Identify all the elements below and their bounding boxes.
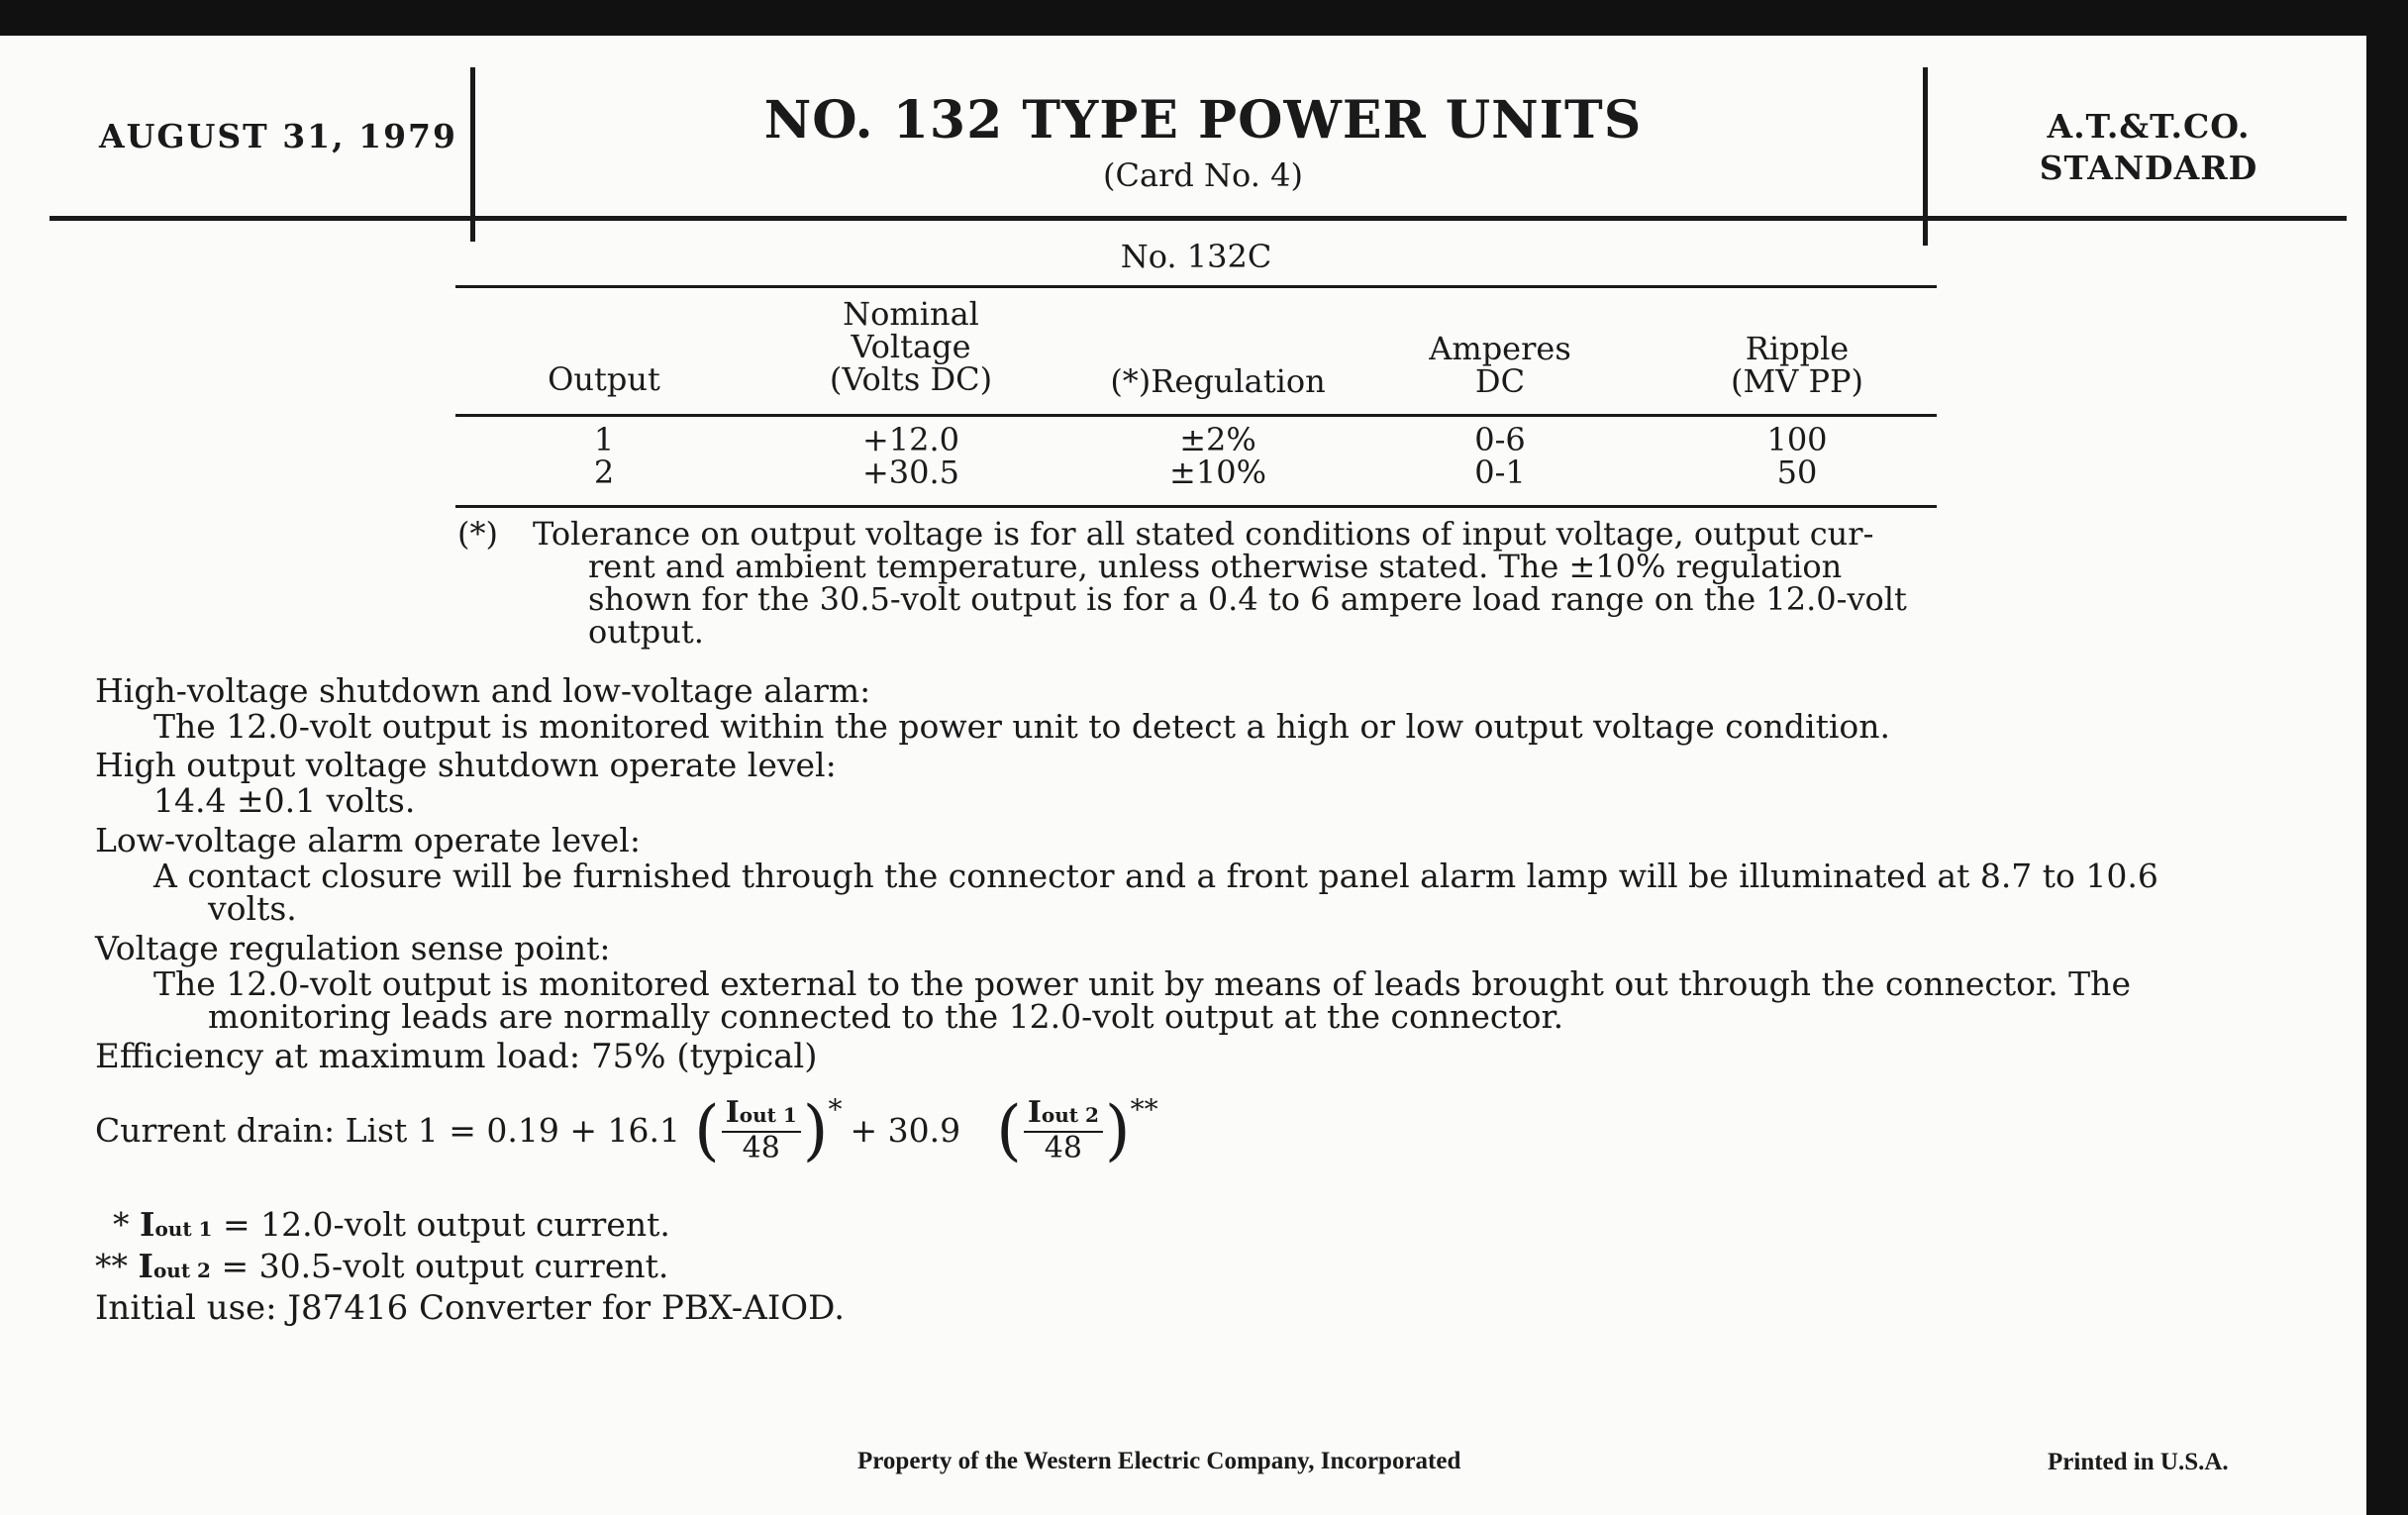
cell-output: 1 bbox=[593, 421, 615, 458]
lva-label: Low-voltage alarm operate level: bbox=[95, 821, 641, 859]
lva-text-line-1: A contact closure will be furnished through the connector and a front panel alarm lamp will be illuminated at 8.7 to 10.6 bbox=[153, 857, 2158, 895]
col-header-amperes-1: Amperes bbox=[1429, 330, 1571, 367]
current-drain-term2: + 30.9 bbox=[850, 1111, 961, 1150]
table-top-rule bbox=[455, 285, 1937, 288]
vrs-text-line-1: The 12.0-volt output is monitored external to the power unit by means of leads brought out through the connector. The bbox=[153, 964, 2131, 1003]
vrs-label: Voltage regulation sense point: bbox=[95, 929, 611, 967]
note2-text: = 30.5-volt output current. bbox=[221, 1247, 669, 1285]
note2-subscript: out 2 bbox=[152, 1259, 211, 1282]
document-card bbox=[0, 36, 2366, 1515]
issue-date: AUGUST 31, 1979 bbox=[99, 117, 457, 155]
footnote-mark: (*) bbox=[457, 515, 498, 553]
cell-ripple: 100 bbox=[1766, 421, 1828, 458]
cell-amperes: 0-6 bbox=[1474, 421, 1526, 458]
note2-mark: ** bbox=[95, 1247, 128, 1285]
header-rule bbox=[50, 216, 2347, 221]
note1-symbol: I bbox=[140, 1205, 155, 1244]
fraction-2 bbox=[1024, 1097, 1103, 1164]
table-header-rule bbox=[455, 414, 1937, 417]
footer-property: Property of the Western Electric Company, Incorporated bbox=[857, 1448, 1461, 1474]
fraction-1 bbox=[722, 1097, 801, 1164]
frac1-denominator: 48 bbox=[742, 1131, 780, 1165]
hov-shutdown-label: High output voltage shutdown operate level: bbox=[95, 746, 837, 784]
page-title: NO. 132 TYPE POWER UNITS bbox=[763, 90, 1643, 151]
col-header-ripple-2: (MV PP) bbox=[1730, 362, 1864, 400]
footer-printed: Printed in U.S.A. bbox=[2048, 1449, 2229, 1475]
col-header-voltage-1: Nominal bbox=[843, 295, 979, 333]
footnote-line-2: rent and ambient temperature, unless otherwise stated. The ±10% regulation bbox=[588, 548, 1843, 585]
col-header-regulation: (*)Regulation bbox=[1110, 362, 1326, 400]
hv-shutdown-label: High-voltage shutdown and low-voltage alarm: bbox=[95, 671, 871, 710]
lva-text-line-2: volts. bbox=[208, 889, 297, 928]
efficiency: Efficiency at maximum load: 75% (typical) bbox=[95, 1037, 818, 1076]
current-drain-formula: Current drain: List 1 = 0.19 + 16.1 ( $\frac{\text{Iout 1}}{48}$ ) * + 30.9 ( $\frac{\text{Iout 2}}{48}$ ) ** bbox=[95, 1092, 1158, 1168]
col-header-amperes-2: DC bbox=[1474, 362, 1526, 400]
table-bottom-rule bbox=[455, 505, 1937, 508]
frac2-subscript: out 2 bbox=[1041, 1103, 1099, 1127]
frac2-numerator: I bbox=[1027, 1095, 1042, 1130]
cell-output: 2 bbox=[593, 454, 615, 491]
cell-voltage: +30.5 bbox=[861, 454, 960, 491]
hov-shutdown-text: 14.4 ±0.1 volts. bbox=[153, 781, 416, 820]
drain-note-1 bbox=[113, 1205, 670, 1246]
col-header-output: Output bbox=[548, 360, 660, 398]
note2-symbol: I bbox=[138, 1247, 153, 1285]
note1-text: = 12.0-volt output current. bbox=[222, 1205, 670, 1244]
current-drain-prefix: Current drain: List 1 = 0.19 + 16.1 bbox=[95, 1111, 680, 1150]
company-line-2: STANDARD bbox=[2039, 149, 2258, 187]
cell-amperes: 0-1 bbox=[1474, 454, 1526, 491]
cell-regulation: ±10% bbox=[1169, 454, 1266, 491]
cell-ripple: 50 bbox=[1776, 454, 1818, 491]
company-line-1: A.T.&T.CO. bbox=[2047, 107, 2251, 146]
page-subtitle: (Card No. 4) bbox=[1103, 156, 1303, 194]
star-marker-2: ** bbox=[1130, 1093, 1158, 1126]
footnote-line-3: shown for the 30.5-volt output is for a 0.4 to 6 ampere load range on the 12.0-volt bbox=[588, 580, 1907, 618]
star-marker-1: * bbox=[828, 1093, 843, 1126]
cell-regulation: ±2% bbox=[1179, 421, 1256, 458]
col-header-voltage-3: (Volts DC) bbox=[829, 360, 993, 398]
footnote-line-4: output. bbox=[588, 613, 704, 651]
frac2-denominator: 48 bbox=[1044, 1131, 1082, 1165]
vrs-text-line-2: monitoring leads are normally connected to the 12.0-volt output at the connector. bbox=[208, 997, 1564, 1036]
model-caption: No. 132C bbox=[1120, 238, 1272, 275]
col-header-ripple-1: Ripple bbox=[1745, 330, 1850, 367]
frac1-numerator: I bbox=[725, 1095, 740, 1130]
hv-shutdown-text: The 12.0-volt output is monitored within the power unit to detect a high or low output voltage condition. bbox=[153, 707, 1891, 746]
note1-mark: * bbox=[113, 1205, 130, 1244]
cell-voltage: +12.0 bbox=[861, 421, 960, 458]
col-header-voltage-2: Voltage bbox=[851, 328, 971, 365]
initial-use: Initial use: J87416 Converter for PBX-AIOD. bbox=[95, 1288, 845, 1328]
drain-note-2 bbox=[95, 1247, 669, 1287]
note1-subscript: out 1 bbox=[154, 1217, 213, 1241]
footnote-line-1: Tolerance on output voltage is for all stated conditions of input voltage, output cur- bbox=[533, 515, 1874, 553]
frac1-subscript: out 1 bbox=[739, 1103, 797, 1127]
